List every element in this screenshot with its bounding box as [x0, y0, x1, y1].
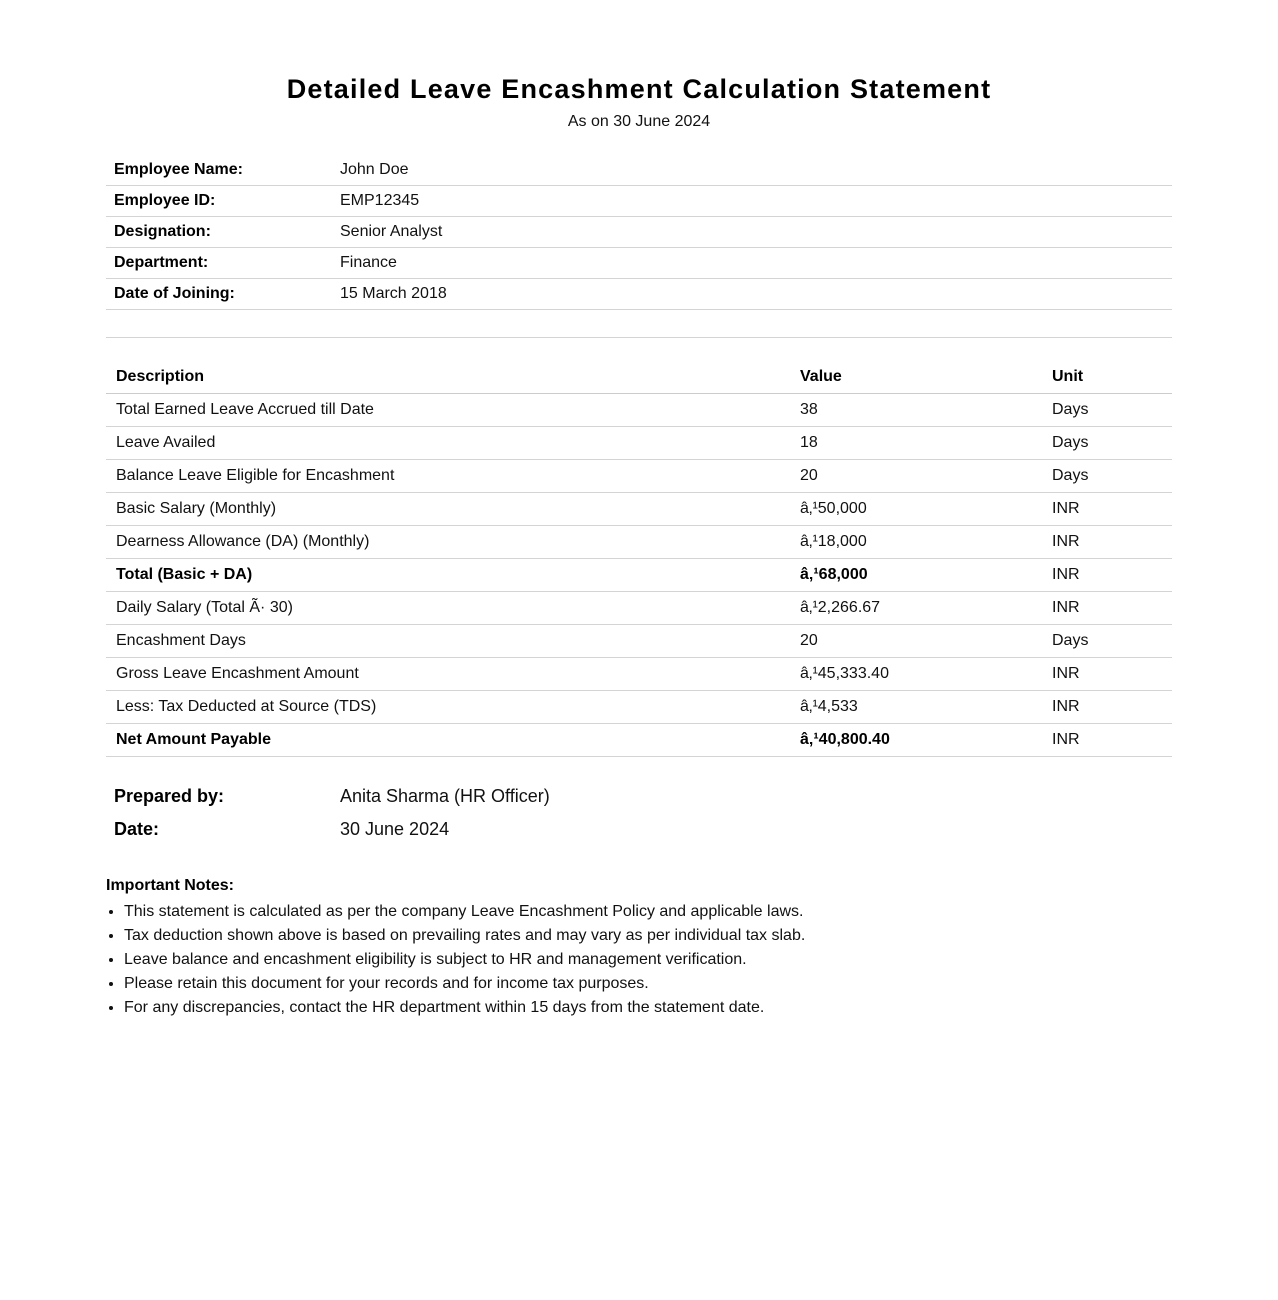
designation-row	[106, 217, 1172, 248]
row-value: â‚¹40,800.40	[790, 724, 1042, 757]
row-unit: INR	[1042, 658, 1172, 691]
table-row	[106, 592, 1172, 625]
table-row	[106, 427, 1172, 460]
designation-value: Senior Analyst	[332, 217, 1172, 248]
signoff-date-row	[106, 813, 558, 846]
row-value: â‚¹68,000	[790, 559, 1042, 592]
notes-list	[106, 900, 1172, 1020]
row-value: â‚¹18,000	[790, 526, 1042, 559]
row-unit: INR	[1042, 592, 1172, 625]
row-value: â‚¹4,533	[790, 691, 1042, 724]
row-description: Total (Basic + DA)	[106, 559, 790, 592]
table-row	[106, 493, 1172, 526]
prepared-by-label: Prepared by:	[114, 786, 225, 806]
net-amount-payable-row	[106, 724, 1172, 757]
row-description: Daily Salary (Total Ã· 30)	[106, 592, 790, 625]
row-unit: INR	[1042, 559, 1172, 592]
row-unit: Days	[1042, 394, 1172, 427]
table-row	[106, 658, 1172, 691]
list-item: • Please retain this document for your records and for income tax purposes.	[124, 972, 1172, 996]
row-value: 20	[790, 460, 1042, 493]
employee-name-label: Employee Name:	[106, 155, 332, 186]
employee-id-value: EMP12345	[332, 186, 1172, 217]
table-row	[106, 625, 1172, 658]
row-unit: INR	[1042, 493, 1172, 526]
row-value: â‚¹50,000	[790, 493, 1042, 526]
designation-label: Designation:	[106, 217, 332, 248]
row-description: Leave Availed	[106, 427, 790, 460]
total-basic-da-row	[106, 559, 1172, 592]
table-row	[106, 526, 1172, 559]
header-unit: Unit	[1042, 361, 1172, 394]
list-item: • Leave balance and encashment eligibility is subject to HR and management verification.	[124, 948, 1172, 972]
row-value: â‚¹2,266.67	[790, 592, 1042, 625]
calculation-table	[106, 361, 1172, 757]
department-label: Department:	[106, 248, 332, 279]
row-description: Basic Salary (Monthly)	[106, 493, 790, 526]
signoff-date-label: Date:	[114, 819, 160, 839]
date-of-joining-row	[106, 279, 1172, 310]
row-unit: Days	[1042, 460, 1172, 493]
employee-id-row	[106, 186, 1172, 217]
department-value: Finance	[332, 248, 1172, 279]
list-item: • This statement is calculated as per the company Leave Encashment Policy and applicable laws.	[124, 900, 1172, 924]
prepared-by-row	[106, 780, 558, 813]
row-value: 18	[790, 427, 1042, 460]
row-description: Net Amount Payable	[106, 724, 790, 757]
statement-date-subtitle: As on 30 June 2024	[567, 113, 711, 130]
row-unit: Days	[1042, 427, 1172, 460]
employee-name-value: John Doe	[332, 155, 1172, 186]
signoff-table	[106, 780, 558, 846]
date-of-joining-label: Date of Joining:	[106, 279, 332, 310]
row-description: Balance Leave Eligible for Encashment	[106, 460, 790, 493]
row-unit: Days	[1042, 625, 1172, 658]
row-value: 20	[790, 625, 1042, 658]
row-unit: INR	[1042, 724, 1172, 757]
important-notes-section	[106, 876, 1172, 1020]
table-row	[106, 460, 1172, 493]
page-title: Detailed Leave Encashment Calculation Statement	[286, 74, 992, 104]
row-unit: INR	[1042, 526, 1172, 559]
row-value: 38	[790, 394, 1042, 427]
date-of-joining-value: 15 March 2018	[332, 279, 1172, 310]
signoff-date-value: 30 June 2024	[340, 819, 450, 839]
employee-details-table	[106, 155, 1172, 310]
list-item: • Tax deduction shown above is based on prevailing rates and may vary as per individual tax slab.	[124, 924, 1172, 948]
table-row	[106, 691, 1172, 724]
employee-id-label: Employee ID:	[106, 186, 332, 217]
row-description: Encashment Days	[106, 625, 790, 658]
header-value: Value	[790, 361, 1042, 394]
row-value: â‚¹45,333.40	[790, 658, 1042, 691]
calculation-header-row	[106, 361, 1172, 394]
header-description: Description	[106, 361, 790, 394]
notes-heading: Important Notes:	[106, 877, 234, 894]
table-row	[106, 394, 1172, 427]
row-description: Less: Tax Deducted at Source (TDS)	[106, 691, 790, 724]
department-row	[106, 248, 1172, 279]
list-item: • For any discrepancies, contact the HR department within 15 days from the statement date.	[124, 996, 1172, 1020]
row-description: Gross Leave Encashment Amount	[106, 658, 790, 691]
row-description: Total Earned Leave Accrued till Date	[106, 394, 790, 427]
section-divider	[106, 337, 1172, 338]
prepared-by-value: Anita Sharma (HR Officer)	[340, 786, 550, 806]
row-unit: INR	[1042, 691, 1172, 724]
row-description: Dearness Allowance (DA) (Monthly)	[106, 526, 790, 559]
employee-name-row	[106, 155, 1172, 186]
